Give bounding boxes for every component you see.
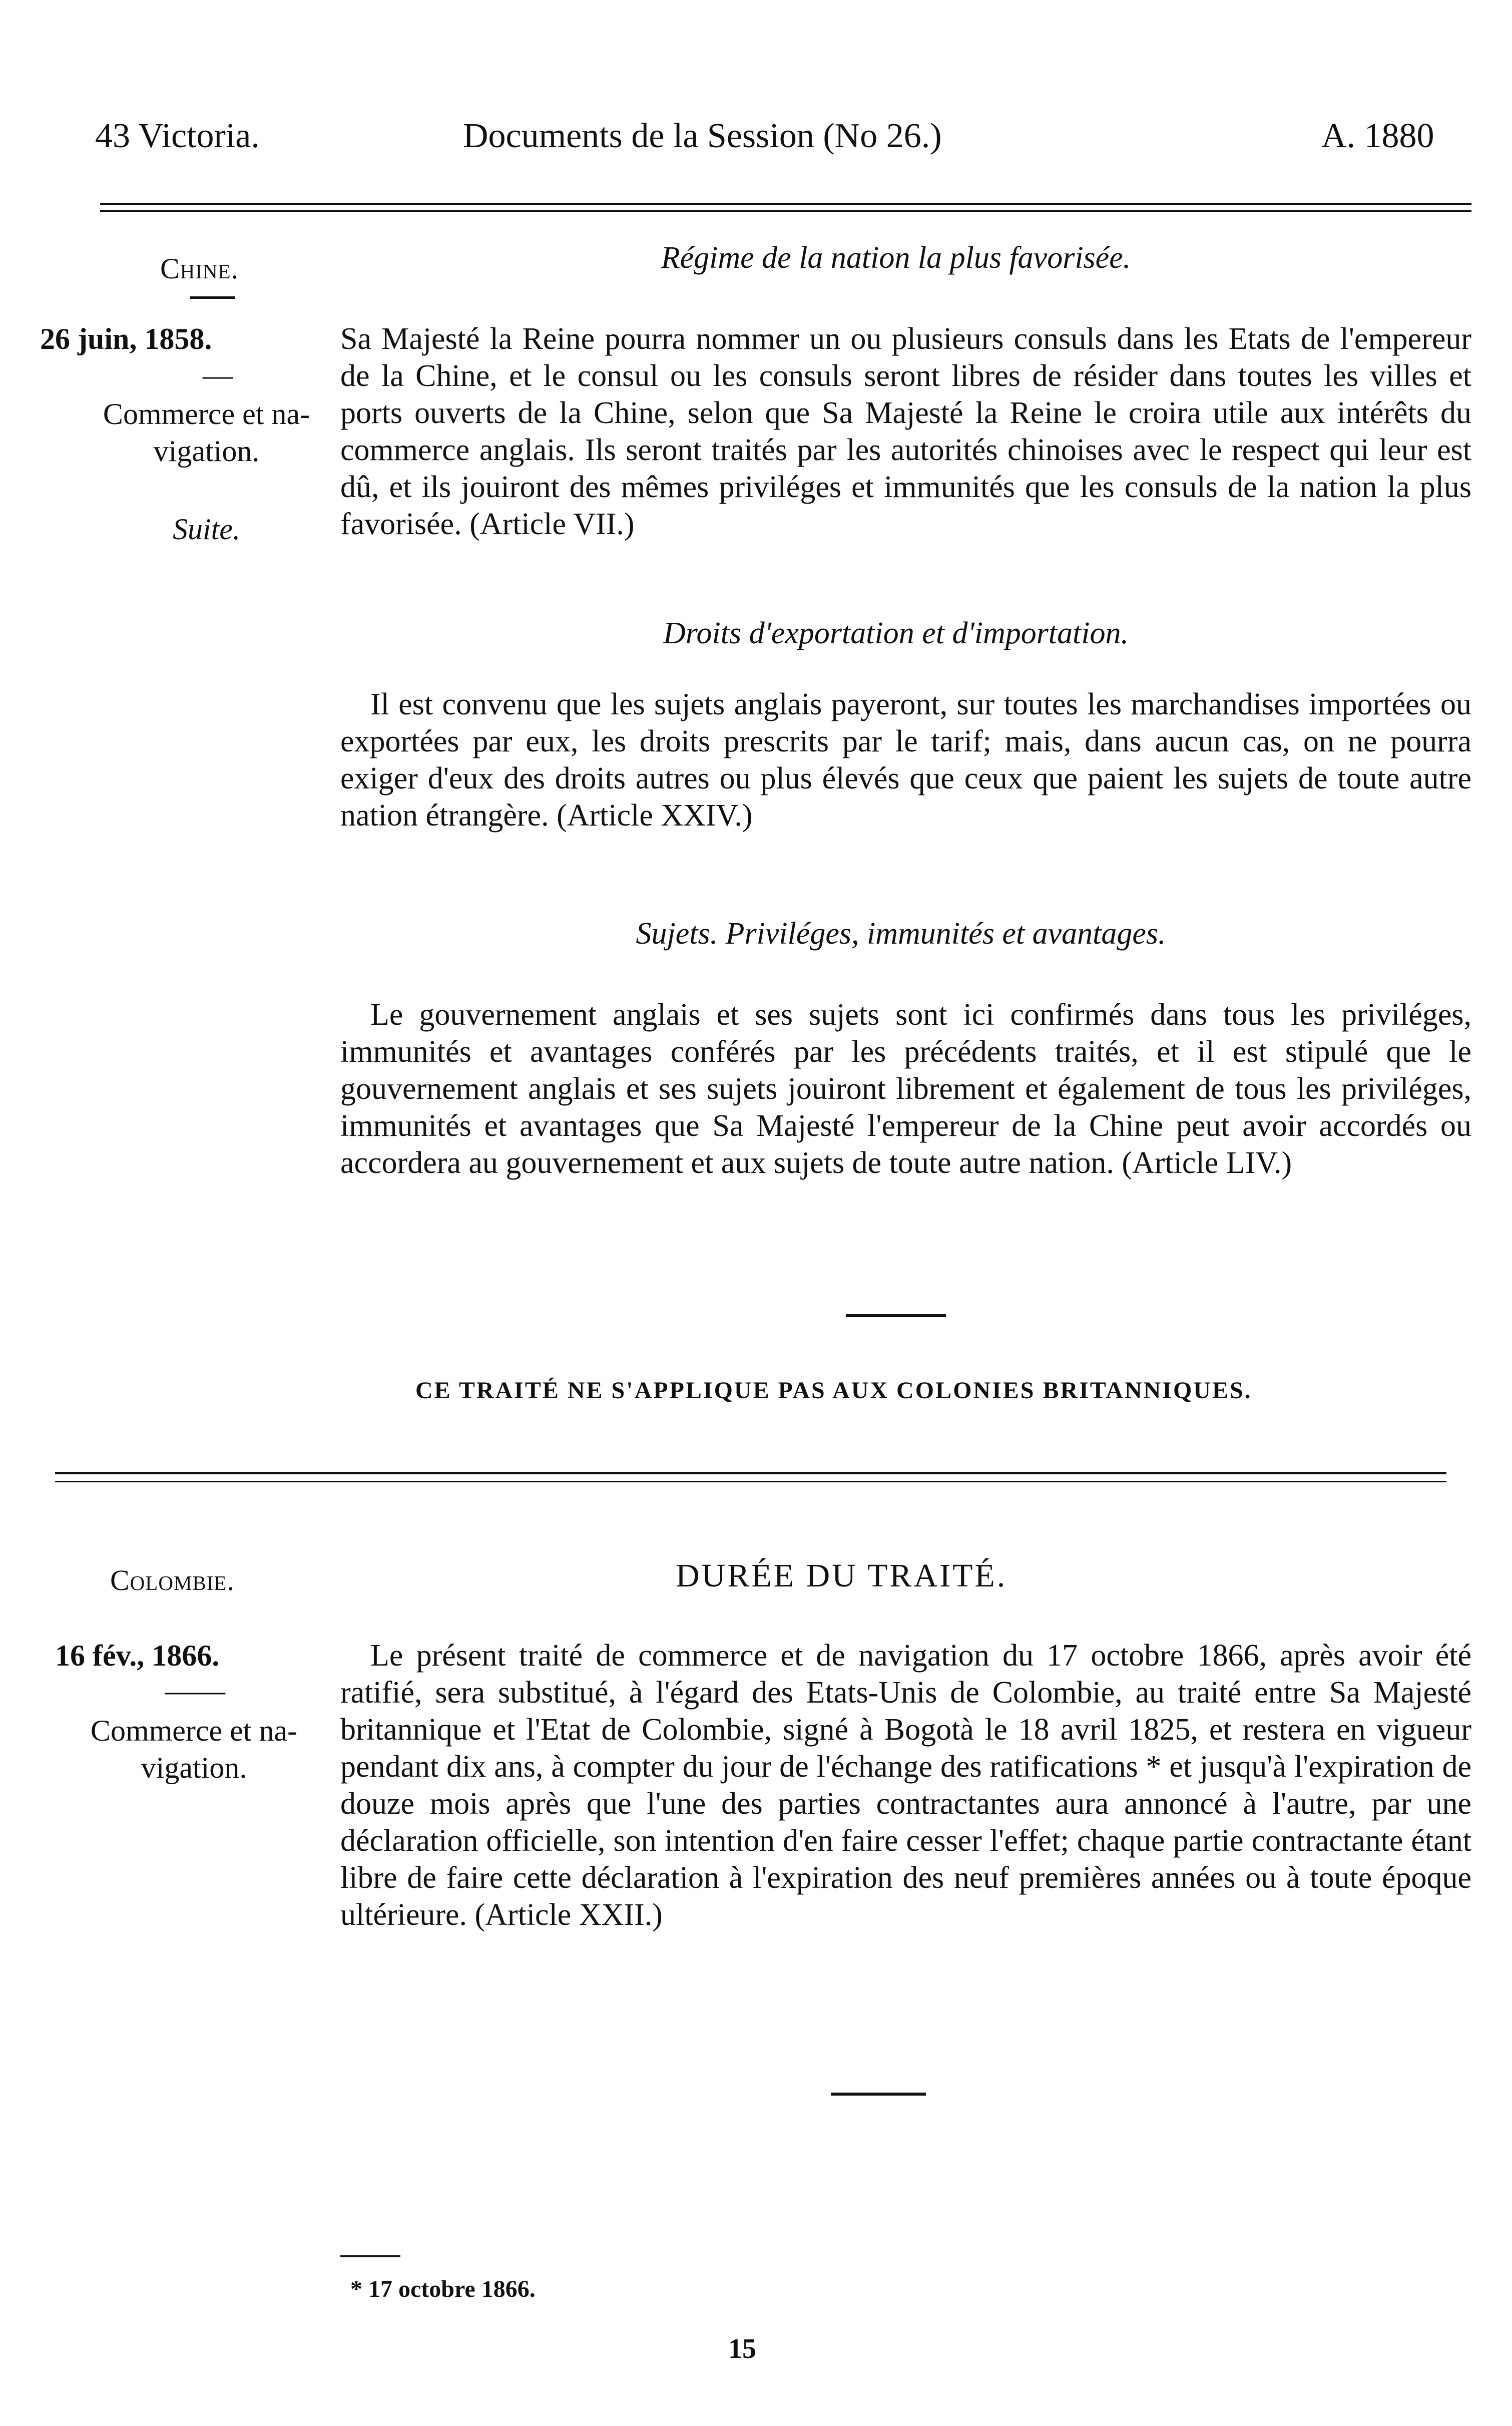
page-number: 15 bbox=[728, 2333, 756, 2364]
country-underline bbox=[190, 296, 235, 299]
end-divider-short bbox=[831, 2093, 926, 2096]
paragraph-duree: Le présent traité de commerce et de navigation du 17 octobre 1866, après avoir été ratifié, sera substitué, à l'égard des Etats-Unis de Colombie, au traité entre Sa Majesté britannique et l'Etat de Colombie, signé à Bogotà le 18 avril 1825, et restera en vigueur pendant dix ans, à compter du jour de l'échange des ratifications * et jusqu'à l'expiration de douze mois après que l'une des parties contractantes aura annoncé à l'autre, par une déclaration officielle, son intention d'en faire cesser l'effet; chaque partie contractante étant libre de faire cette déclaration à l'expiration des neuf premières années ou à toute époque ultérieure. (Article XXII.) bbox=[340, 1639, 1471, 1932]
header-rule-top bbox=[100, 203, 1471, 205]
header-right: A. 1880 bbox=[1321, 117, 1434, 155]
section-rule-top bbox=[55, 1472, 1446, 1474]
subject-chine: Commerce et na-vigation. bbox=[103, 397, 310, 468]
section-divider-short bbox=[846, 1314, 946, 1317]
footnote-rule bbox=[340, 2255, 400, 2257]
heading-sujets: Sujets. Priviléges, immunités et avantages. bbox=[636, 917, 1166, 951]
section-title-colombie: DURÉE DU TRAITÉ. bbox=[676, 1557, 1007, 1594]
heading-droits: Droits d'exportation et d'importation. bbox=[663, 616, 1129, 650]
header-center: Documents de la Session (No 26.) bbox=[463, 117, 942, 155]
treaty-date-colombie: 16 fév., 1866. bbox=[55, 1639, 220, 1672]
subject-colombie: Commerce et na-vigation. bbox=[90, 1714, 298, 1784]
notice-colonies: CE TRAITÉ NE S'APPLIQUE PAS AUX COLONIES BRITANNIQUES. bbox=[415, 1377, 1252, 1404]
paragraph-droits: Il est convenu que les sujets anglais payeront, sur toutes les marchandises importées ou exportées par eux, les droits prescrits par le tarif; mais, dans aucun cas, on ne pourra exiger d'eux des droits autres ou plus élevés que ceux que paient les sujets de toute autre nation étrangère. (Article XXIV.) bbox=[340, 687, 1471, 833]
date-dash-colombie: —— bbox=[165, 1674, 225, 1707]
country-chine: Chine. bbox=[160, 252, 239, 285]
header-rule-bottom bbox=[100, 210, 1471, 212]
date-dash: — bbox=[203, 358, 233, 391]
suite-label: Suite. bbox=[173, 513, 240, 546]
section-rule-bottom bbox=[55, 1481, 1446, 1482]
paragraph-sujets: Le gouvernement anglais et ses sujets sont ici confirmés dans tous les priviléges, immunités et avantages conférés par les précédents traités, et il est stipulé que le gouvernement anglais et ses sujets jouiront librement et également de tous les priviléges, immunités et avantages que Sa Majesté l'empereur de la Chine peut avoir accordés ou accordera au gouvernement et aux sujets de toute autre nation. (Article LIV.) bbox=[340, 998, 1471, 1180]
treaty-date-chine: 26 juin, 1858. bbox=[40, 322, 212, 355]
paragraph-consuls: Sa Majesté la Reine pourra nommer un ou plusieurs consuls dans les Etats de l'empereur de la Chine, et le consul ou les consuls seront libres de résider dans toutes les villes et ports ouverts de la Chine, selon que Sa Majesté la Reine le croira utile aux intérêts du commerce anglais. Ils seront traités par les autorités chinoises avec le respect qui leur est dû, et ils jouiront des mêmes priviléges et immunités que les consuls de la nation la plus favorisée. (Article VII.) bbox=[340, 322, 1471, 541]
country-colombie: Colombie. bbox=[110, 1564, 235, 1596]
footnote: * 17 octobre 1866. bbox=[350, 2276, 536, 2302]
section-title-chine: Régime de la nation la plus favorisée. bbox=[661, 241, 1131, 275]
header-left: 43 Victoria. bbox=[95, 117, 260, 155]
